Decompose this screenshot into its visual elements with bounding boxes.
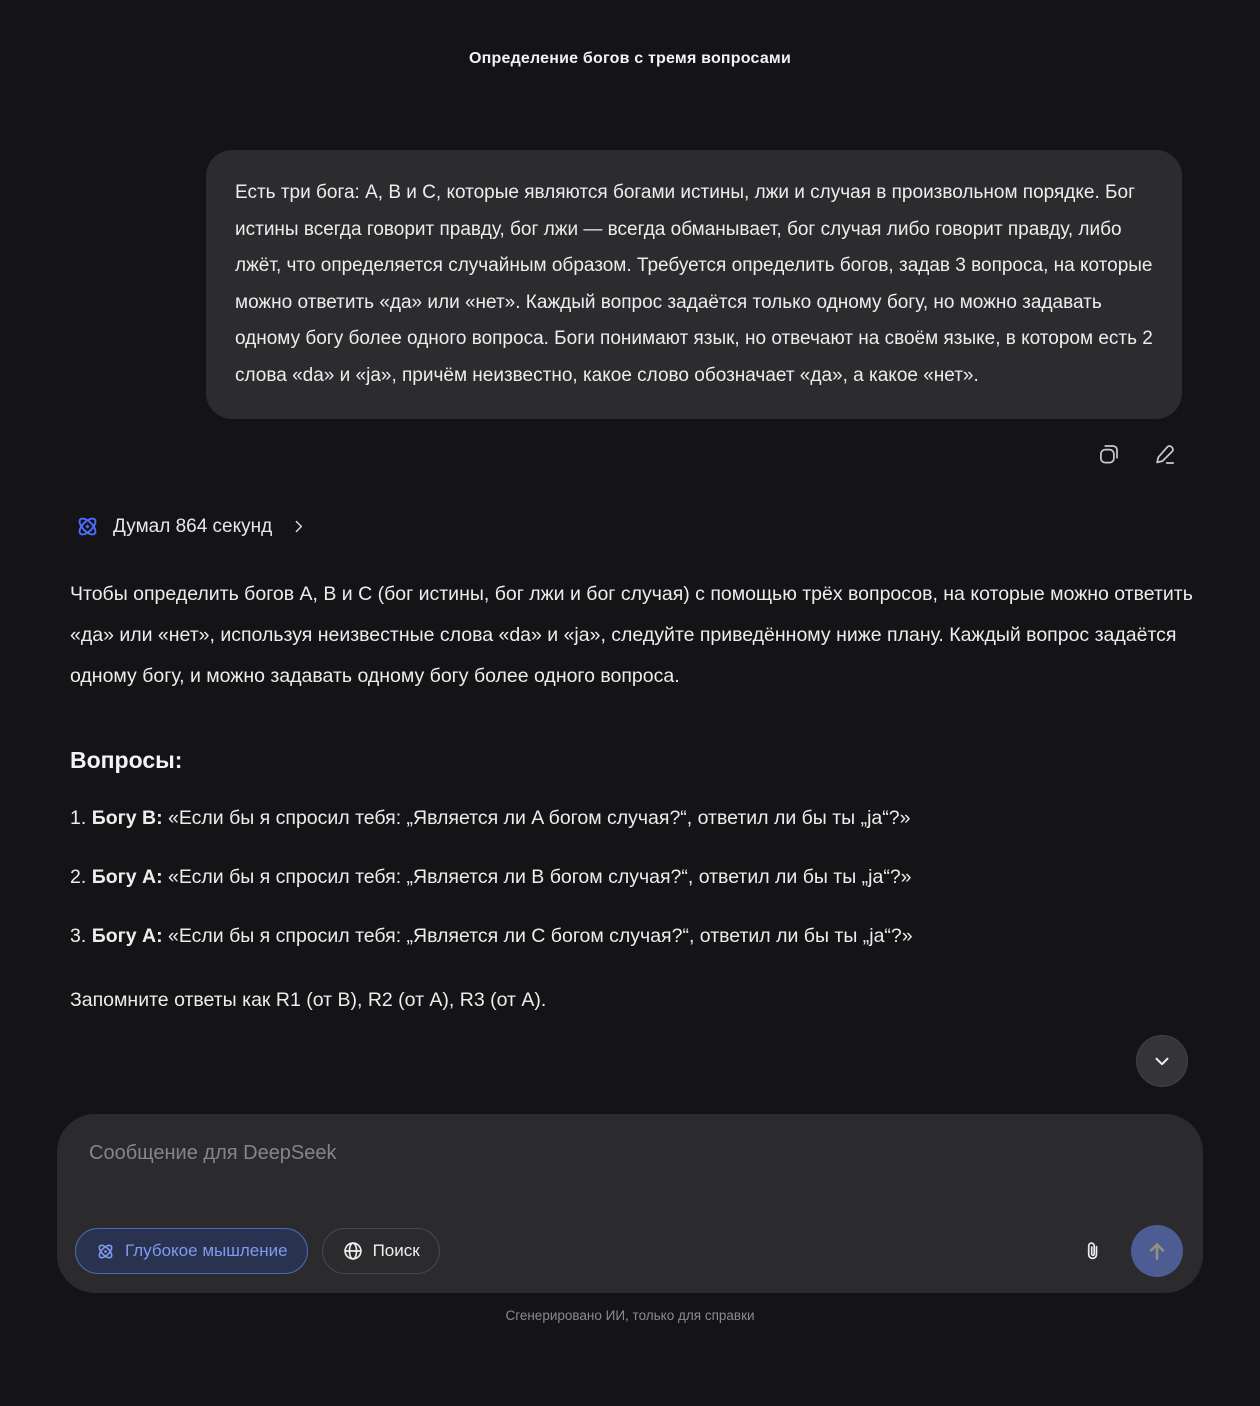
chevron-right-icon [290,518,307,535]
send-message-button[interactable] [1131,1225,1183,1277]
message-composer[interactable] [57,1114,1203,1293]
atom-icon [74,513,101,540]
assistant-response-outro: Запомните ответы как R1 (от B), R2 (от A), R3 (от A). [70,989,547,1011]
thinking-summary-toggle[interactable] [74,513,307,540]
composer-actions [1081,1225,1183,1277]
question-text: «Если бы я спросил тебя: „Является ли C богом случая?“, ответил ли бы ты „ja“?» [162,925,913,947]
edit-pencil-icon [1152,441,1178,467]
user-message-text: Есть три бога: A, B и C, которые являются богами истины, лжи и случая в произвольном порядке. Бог истины всегда говорит правду, бог лжи — всегда обманывает, бог случая либо говорит правду, либо лжёт, что определяется случайным образом. Требуется определить богов, задав 3 вопроса, на которые можно ответить «да» или «нет». Каждый вопрос задаётся только одному богу, но можно задавать одному богу более одного вопроса. Боги понимают язык, но отвечают на своём языке, в котором есть 2 слова «da» и «ja», причём неизвестно, какое слово обозначает «да», а какое «нет». [235,182,1153,386]
user-message-bubble [206,150,1182,419]
attach-file-button[interactable] [1081,1239,1105,1263]
web-search-toggle-button[interactable] [322,1228,440,1274]
arrow-up-icon [1144,1238,1170,1264]
paperclip-icon [1081,1239,1105,1263]
question-item-1 [70,803,1198,833]
chevron-down-icon [1151,1050,1173,1072]
deepthink-toggle-button[interactable] [75,1228,308,1274]
question-target-god: Богу A: [91,866,163,888]
question-target-god: Богу A: [91,925,163,947]
globe-icon [342,1240,364,1262]
question-number: 3. [70,925,92,947]
chat-thread [62,0,1198,1012]
edit-button[interactable] [1152,441,1178,467]
thinking-duration-label: Думал 864 секунд [113,515,273,537]
ai-disclaimer: Сгенерировано ИИ, только для справки [505,1308,755,1323]
conversation-title: Определение богов с тремя вопросами [468,50,791,67]
deepthink-toggle-label: Глубокое мышление [125,1241,288,1260]
question-number: 1. [70,807,92,829]
question-text: «Если бы я спросил тебя: „Является ли B богом случая?“, ответил ли бы ты „ja“?» [162,866,912,888]
question-item-2 [70,862,1198,892]
question-number: 2. [70,866,92,888]
scroll-to-bottom-button[interactable] [1136,1035,1188,1087]
question-target-god: Богу B: [91,807,163,829]
atom-icon [95,1241,116,1262]
composer-toolbar [75,1225,1183,1277]
web-search-toggle-label: Поиск [372,1241,420,1260]
copy-button[interactable] [1096,441,1122,467]
copy-icon [1096,441,1122,467]
question-item-3 [70,921,1198,951]
composer-input[interactable]: Сообщение для DeepSeek [89,1142,337,1164]
mode-toggles [75,1228,440,1274]
message-actions [62,441,1198,467]
questions-heading: Вопросы: [70,747,183,773]
question-text: «Если бы я спросил тебя: „Является ли A богом случая?“, ответил ли бы ты „ja“?» [162,807,911,829]
assistant-response-intro: Чтобы определить богов A, B и C (бог истины, бог лжи и бог случая) с помощью трёх вопросов, на которые можно ответить «да» или «нет», используя неизвестные слова «da» и «ja», следуйте приведённому ниже плану. Каждый вопрос задаётся одному богу, и можно задавать одному богу более одного вопроса. [70,583,1193,687]
